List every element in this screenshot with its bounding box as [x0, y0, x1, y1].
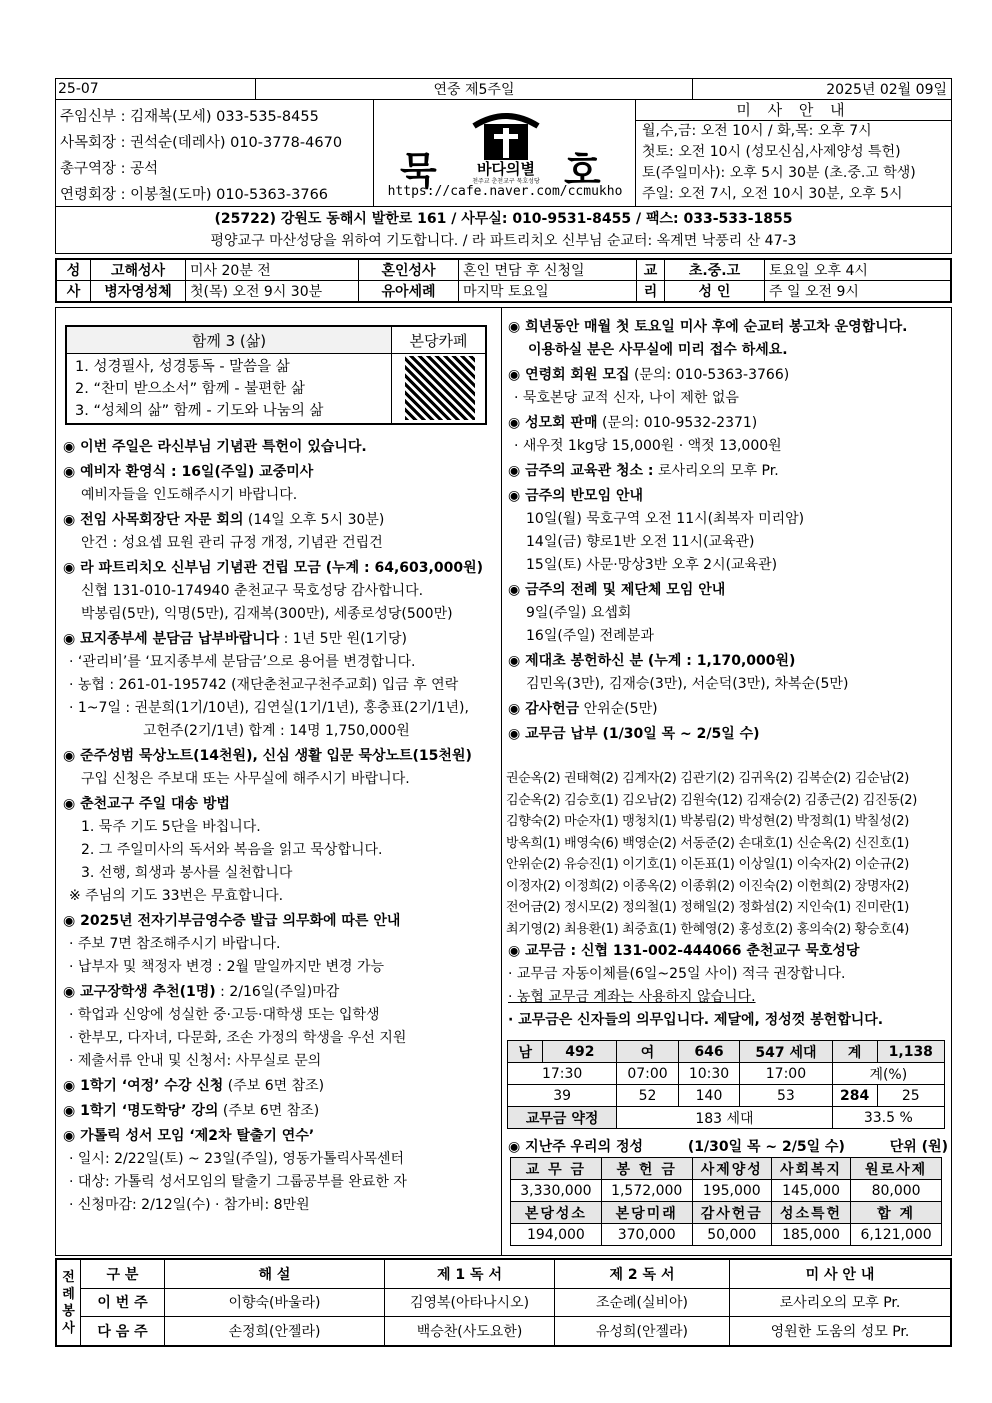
mass-saturday: 토(주일미사): 오후 5시 30분 (초.중.고 학생)	[642, 165, 916, 181]
notice-item	[508, 316, 948, 362]
fin-value: 194,000	[511, 1224, 602, 1246]
mass-first-sat: 첫토: 오전 10시 (성모신심,사제양성 특헌)	[642, 144, 901, 160]
notice-title: ◉ 2025년 전자기부금영수증 발급 의무화에 따른 안내	[63, 913, 401, 929]
stat-cell: 남	[508, 1041, 543, 1063]
fin-head: 본당미래	[601, 1202, 692, 1224]
notice-line: 예비자들을 인도해주시기 바랍니다.	[81, 487, 298, 503]
attendance-table	[507, 1040, 945, 1129]
kyomu-name-list	[506, 768, 950, 940]
stat-cell: 183 세대	[617, 1107, 832, 1129]
liturgy-head: 해 설	[165, 1260, 385, 1289]
notice-line: 16일(주일) 전례분과	[526, 628, 654, 644]
notice-line: 고헌주(2기/1년) 합계 : 14명 1,750,000원	[143, 723, 410, 739]
notice-item	[63, 436, 495, 459]
staff-funeral: 연령회장 : 이봉철(도마) 010-5363-3766	[60, 187, 329, 203]
cafe-label: 본당카페	[409, 331, 468, 350]
stat-cell: 646	[678, 1041, 739, 1063]
notice-item	[63, 461, 495, 507]
notice-item	[508, 650, 948, 696]
liturgy-cell: 영원한 도움의 성모 Pr.	[730, 1317, 951, 1346]
notice-title: ◉ 예비자 환영식 : 16일(주일) 교중미사	[63, 464, 314, 480]
kyomu-name-row: 전어금(2) 정시모(2) 정의철(1) 정해일(2) 정화섬(2) 지인숙(1) 진미란(1)	[506, 900, 910, 915]
stat-cell: 53	[740, 1085, 832, 1107]
notice-item	[63, 509, 495, 555]
notice-title: ◉ 이번 주일은 라신부님 기념관 특헌이 있습니다.	[63, 439, 367, 455]
edu-cell: 성 인	[665, 281, 765, 302]
notice-line: · 새우젓 1kg당 15,000원 · 액젓 13,000원	[514, 438, 782, 454]
edu-cell: 토요일 오후 4시	[765, 260, 951, 281]
finance-header	[508, 1136, 948, 1156]
notice-item	[63, 981, 495, 1073]
cafe-link[interactable]: https://cafe.naver.com/ccmukho	[387, 184, 623, 199]
fin-value: 3,330,000	[511, 1180, 602, 1202]
notice-title: ◉ 희년동안 매월 첫 토요일 미사 후에 순교터 봉고차 운영합니다.	[508, 319, 908, 335]
stat-cell: 교무금 약정	[508, 1107, 617, 1129]
notice-title: ◉ 성모회 판매 (문의: 010-9532-2371)	[508, 415, 758, 431]
finance-period: (1/30일 목 ~ 2/5일 수)	[687, 1139, 845, 1155]
fin-head: 교 무 금	[511, 1158, 602, 1180]
notice-line: 2. 그 주일미사의 독서와 복음을 읽고 묵상합니다.	[81, 842, 383, 858]
together-title: 함께 3 (삶)	[67, 327, 392, 353]
notice-line: 1. 묵주 기도 5단을 바칩니다.	[81, 819, 261, 835]
edu-cell: 초.중.고	[665, 260, 765, 281]
stat-cell: 52	[617, 1085, 678, 1107]
notice-line: · 대상: 가톨릭 성서모임의 탈출기 그룹공부를 완료한 자	[69, 1174, 407, 1190]
notice-title: ◉ 연령회 회원 모집 (문의: 010-5363-3766)	[508, 367, 790, 383]
notice-line: 14일(금) 향로1반 오전 11시(교육관)	[526, 534, 755, 550]
address-block	[55, 207, 952, 254]
left-column	[63, 436, 495, 1219]
notice-title: ◉ 전임 사목회장단 자문 회의 (14일 오후 5시 30분)	[63, 512, 385, 528]
notice-line: 3. 선행, 희생과 봉사를 실천합니다	[81, 865, 293, 881]
notice-line: ※ 주님의 기도 33번은 무효합니다.	[69, 888, 284, 904]
notice-title: ◉ 묘지종부세 분담금 납부바랍니다 : 1년 5만 원(1기당)	[63, 631, 407, 647]
notice-line: 10일(월) 묵호구역 오전 11시(최복자 미리암)	[526, 511, 805, 527]
kyomu-name-row: 최기영(2) 최용환(1) 최중효(1) 한혜영(2) 홍성호(2) 홍의숙(2) 황승호(4)	[506, 921, 910, 937]
notice-line: · 납부자 및 책정자 변경 : 2월 말일까지만 변경 가능	[69, 959, 385, 975]
kyomu-name-row: 김향숙(2) 마순자(1) 맹청치(1) 박봉림(2) 박성현(2) 박정희(1) 박칠성(2)	[506, 814, 910, 829]
notice-title: ◉ 교무금 납부 (1/30일 목 ~ 2/5일 수)	[508, 726, 760, 742]
notice-line: · 주보 7면 참조해주시기 바랍니다.	[69, 936, 281, 952]
notice-title: ◉ 제대초 봉헌하신 분 (누계 : 1,170,000원)	[508, 653, 796, 669]
notice-title: ◉ 금주의 전례 및 제단체 모임 안내	[508, 582, 726, 598]
kyomu-name-row: 김순옥(2) 김승호(1) 김오남(2) 김원숙(12) 김재승(2) 김종근(2) 김진동(2)	[506, 792, 917, 808]
fin-value: 50,000	[692, 1224, 771, 1246]
liturgy-cell: 백승찬(사도요한)	[385, 1317, 555, 1346]
stat-cell: 140	[678, 1085, 739, 1107]
sacrament-table	[55, 258, 952, 303]
liturgy-side-label: 전 례 봉 사	[57, 1260, 81, 1346]
liturgy-head: 제 1 독 서	[385, 1260, 555, 1289]
notice-line: 신협 131-010-174940 춘천교구 묵호성당 감사합니다.	[81, 583, 424, 599]
notice-line: · 농협 : 261-01-195742 (재단춘천교구천주교회) 입금 후 연락	[69, 677, 459, 693]
address-line: (25722) 강원도 동해시 발한로 161 / 사무실: 010-9531-8455 / 팩스: 033-533-1855	[214, 211, 793, 227]
qr-code-icon[interactable]	[405, 356, 475, 420]
notice-title: 이용하실 분은 사무실에 미리 접수 하세요.	[528, 342, 788, 358]
liturgy-cell: 김영복(아타나시오)	[385, 1288, 555, 1317]
parish-logo	[374, 100, 636, 206]
sac-cell: 첫(목) 오전 9시 30분	[186, 281, 359, 302]
stat-cell: 492	[543, 1041, 617, 1063]
notice-title: ◉ 춘천교구 주일 대송 방법	[63, 796, 230, 812]
fin-value: 185,000	[771, 1224, 850, 1246]
notice-line: 9일(주일) 요셉회	[526, 605, 632, 621]
issue-number: 25-07	[56, 79, 256, 99]
fin-head: 원로사제	[851, 1158, 942, 1180]
stat-cell: 10:30	[678, 1063, 739, 1085]
notice-line: · 일시: 2/22일(토) ~ 23일(주일), 영동가톨릭사목센터	[69, 1151, 405, 1167]
sac-cell: 혼인 면담 후 신청일	[459, 260, 637, 281]
notice-item	[63, 745, 495, 791]
fin-head: 본당성소	[511, 1202, 602, 1224]
kyomu-account	[508, 940, 948, 1032]
sac-cell: 병자영성체	[91, 281, 186, 302]
fin-head: 사회복지	[771, 1158, 850, 1180]
liturgical-week: 연중 제5주일	[256, 79, 693, 99]
fin-head: 감사헌금	[692, 1202, 771, 1224]
stat-cell: 25	[877, 1085, 944, 1107]
kyomu-note: · 농협 교무금 계좌는 사용하지 않습니다.	[508, 989, 756, 1005]
notice-item	[63, 1125, 495, 1217]
kyomu-account-title: ◉ 교무금 : 신협 131-002-444066 춘천교구 묵호성당	[508, 943, 860, 959]
stat-cell: 17:30	[508, 1063, 617, 1085]
notice-line: · ‘관리비’를 ‘묘지종부세 분담금’으로 용어를 변경합니다.	[69, 654, 416, 670]
notice-line: · 한부모, 다자녀, 다문화, 조손 가정의 학생을 우선 지원	[69, 1030, 407, 1046]
stat-cell: 1,138	[877, 1041, 944, 1063]
fin-head: 사제양성	[692, 1158, 771, 1180]
notice-line: · 학업과 신앙에 성실한 중·고등·대학생 또는 입학생	[69, 1007, 380, 1023]
fin-value: 370,000	[601, 1224, 692, 1246]
staff-district: 총구역장 : 공석	[60, 161, 159, 177]
stat-cell: 547 세대	[740, 1041, 832, 1063]
edu-label-2: 리	[637, 281, 665, 302]
notice-item	[508, 579, 948, 648]
kyomu-name-row: 권순옥(2) 권태혁(2) 김계자(2) 김관기(2) 김귀옥(2) 김복순(2) 김순남(2)	[506, 771, 910, 786]
notice-item	[508, 364, 948, 410]
logo-name: 바다의별	[477, 160, 535, 178]
mass-sunday: 주일: 오전 7시, 오전 10시 30분, 오후 5시	[642, 186, 903, 202]
notice-item	[63, 628, 495, 743]
notice-item	[508, 698, 948, 721]
together-line: 2. “찬미 받으소서” 함께 - 불편한 삶	[75, 381, 305, 397]
stat-cell: 284	[832, 1085, 877, 1107]
liturgy-cell: 이 번 주	[81, 1288, 165, 1317]
notice-line: · 1~7일 : 권분희(1기/10년), 김연실(1기/1년), 홍충표(2기/1년),	[69, 700, 469, 716]
kyomu-note: · 교무금 자동이체를(6일~25일 사이) 적극 권장합니다.	[508, 966, 846, 982]
stat-cell: 07:00	[617, 1063, 678, 1085]
liturgy-table	[55, 1258, 952, 1347]
issue-header	[55, 78, 952, 100]
logo-subtitle: 천주교 춘천교구 묵호성당	[472, 178, 540, 185]
together-line: 1. 성경필사, 성경통독 - 말씀을 삶	[75, 359, 290, 375]
notice-line: · 제출서류 안내 및 신청서: 사무실로 문의	[69, 1053, 322, 1069]
stat-cell: 39	[508, 1085, 617, 1107]
notice-item	[508, 460, 948, 483]
sac-cell: 마지막 토요일	[459, 281, 637, 302]
liturgy-cell: 유성희(안젤라)	[555, 1317, 730, 1346]
liturgy-head: 제 2 독 서	[555, 1260, 730, 1289]
liturgy-cell: 조순례(실비아)	[555, 1288, 730, 1317]
stat-cell: 여	[617, 1041, 678, 1063]
sac-cell: 유아세례	[359, 281, 459, 302]
liturgy-cell: 다 음 주	[81, 1317, 165, 1346]
notice-title: ◉ 감사헌금 안위순(5만)	[508, 701, 658, 717]
notice-line: 15일(토) 사문·망상3반 오후 2시(교육관)	[526, 557, 778, 573]
notice-title: ◉ 1학기 ‘여정’ 수강 신청 (주보 6면 참조)	[63, 1078, 325, 1094]
fin-value: 6,121,000	[851, 1224, 942, 1246]
notice-line: 김민옥(3만), 김재승(3만), 서순덕(3만), 차복순(5만)	[526, 676, 849, 692]
liturgy-cell: 이향숙(바울라)	[165, 1288, 385, 1317]
notice-title: ◉ 금주의 반모임 안내	[508, 488, 644, 504]
notice-line: 박봉림(5만), 익명(5만), 김재복(300만), 세종로성당(500만)	[81, 606, 453, 622]
finance-unit: 단위 (원)	[889, 1139, 948, 1155]
stat-cell: 계(%)	[832, 1063, 944, 1085]
offering-table	[510, 1157, 942, 1246]
edu-cell: 주 일 오전 9시	[765, 281, 951, 302]
notice-item	[63, 557, 495, 626]
issue-date: 2025년 02월 09일	[826, 82, 947, 98]
sac-cell: 고해성사	[91, 260, 186, 281]
liturgy-head: 구 분	[81, 1260, 165, 1289]
notice-title: ◉ 1학기 ‘명도학당’ 강의 (주보 6면 참조)	[63, 1103, 320, 1119]
kyomu-name-row: 안위순(2) 유승진(1) 이기호(1) 이돈표(1) 이상일(1) 이숙자(2) 이순규(2)	[506, 857, 910, 872]
stella-maris-emblem-icon	[470, 106, 542, 162]
staff-list	[56, 100, 374, 206]
mass-title: 미 사 안 내	[636, 100, 951, 121]
stat-cell: 계	[832, 1041, 877, 1063]
notice-line: 구입 신청은 주보대 또는 사무실에 해주시기 바랍니다.	[81, 771, 410, 787]
fin-value: 195,000	[692, 1180, 771, 1202]
stat-cell: 17:00	[740, 1063, 832, 1085]
notice-item	[63, 1075, 495, 1098]
staff-pastor: 주임신부 : 김재복(모세) 033-535-8455	[60, 109, 319, 125]
kyomu-duty: · 교무금은 신자들의 의무입니다. 제달에, 정성껏 봉헌합니다.	[508, 1012, 884, 1028]
together-line: 3. “성체의 삶” 함께 - 기도와 나눔의 삶	[75, 403, 324, 419]
fin-head: 봉 헌 금	[601, 1158, 692, 1180]
liturgy-head: 미 사 안 내	[730, 1260, 951, 1289]
edu-label-1: 교	[637, 260, 665, 281]
mass-weekday: 월,수,금: 오전 10시 / 화,목: 오후 7시	[642, 123, 872, 139]
notice-line: 안건 : 성요셉 묘원 관리 규정 개정, 기념관 건립건	[81, 535, 383, 551]
stat-cell: 33.5 %	[832, 1107, 944, 1129]
fin-head: 성소특헌	[771, 1202, 850, 1224]
notice-title: ◉ 라 파트리치오 신부님 기념관 건립 모금 (누계 : 64,603,000원)	[63, 560, 483, 576]
sac-cell: 미사 20분 전	[186, 260, 359, 281]
logo-char-1: 묵	[400, 149, 437, 193]
right-column	[508, 316, 948, 748]
notice-title: ◉ 준주성범 묵상노트(14천원), 신심 생활 입문 묵상노트(15천원)	[63, 748, 472, 764]
notice-item	[63, 910, 495, 979]
notice-line: · 묵호본당 교적 신자, 나이 제한 없음	[514, 390, 739, 406]
kyomu-name-row: 이정자(2) 이정희(2) 이종옥(2) 이종휘(2) 이진숙(2) 이헌희(2) 장명자(2)	[506, 878, 910, 894]
fin-value: 80,000	[851, 1180, 942, 1202]
sac-cell: 혼인성사	[359, 260, 459, 281]
sac-label-2: 사	[57, 281, 91, 302]
notice-item	[63, 793, 495, 908]
liturgy-cell: 손정희(안젤라)	[165, 1317, 385, 1346]
prayer-line: 평양교구 마산성당을 위하여 기도합니다. / 라 파트리치오 신부님 순교터: 옥계면 낙풍리 산 47-3	[210, 233, 797, 249]
column-divider	[501, 307, 502, 1256]
fin-value: 145,000	[771, 1180, 850, 1202]
notice-item	[508, 485, 948, 577]
kyomu-name-row: 방옥희(1) 배영숙(6) 백영순(2) 서동준(2) 손대호(1) 신순옥(2) 신진호(1)	[506, 835, 910, 851]
staff-council: 사목회장 : 권석순(데레사) 010-3778-4670	[60, 135, 343, 151]
fin-head: 합 계	[851, 1202, 942, 1224]
liturgy-cell: 로사리오의 모후 Pr.	[730, 1288, 951, 1317]
logo-char-2: 호	[564, 149, 601, 193]
masthead	[55, 100, 952, 207]
sac-label-1: 성	[57, 260, 91, 281]
notice-title: ◉ 교구장학생 추천(1명) : 2/16일(주일)마감	[63, 984, 340, 1000]
notice-line: · 신청마감: 2/12일(수) · 참가비: 8만원	[69, 1197, 310, 1213]
mass-schedule	[636, 100, 951, 206]
finance-title: ◉ 지난주 우리의 정성	[508, 1139, 644, 1155]
fin-value: 1,572,000	[601, 1180, 692, 1202]
notice-title: ◉ 금주의 교육관 청소 : 로사리오의 모후 Pr.	[508, 463, 779, 479]
notice-item	[508, 412, 948, 458]
notice-item	[508, 723, 948, 746]
notice-item	[63, 1100, 495, 1123]
notice-title: ◉ 가톨릭 성서 모임 ‘제2차 탈출기 연수’	[63, 1128, 315, 1144]
